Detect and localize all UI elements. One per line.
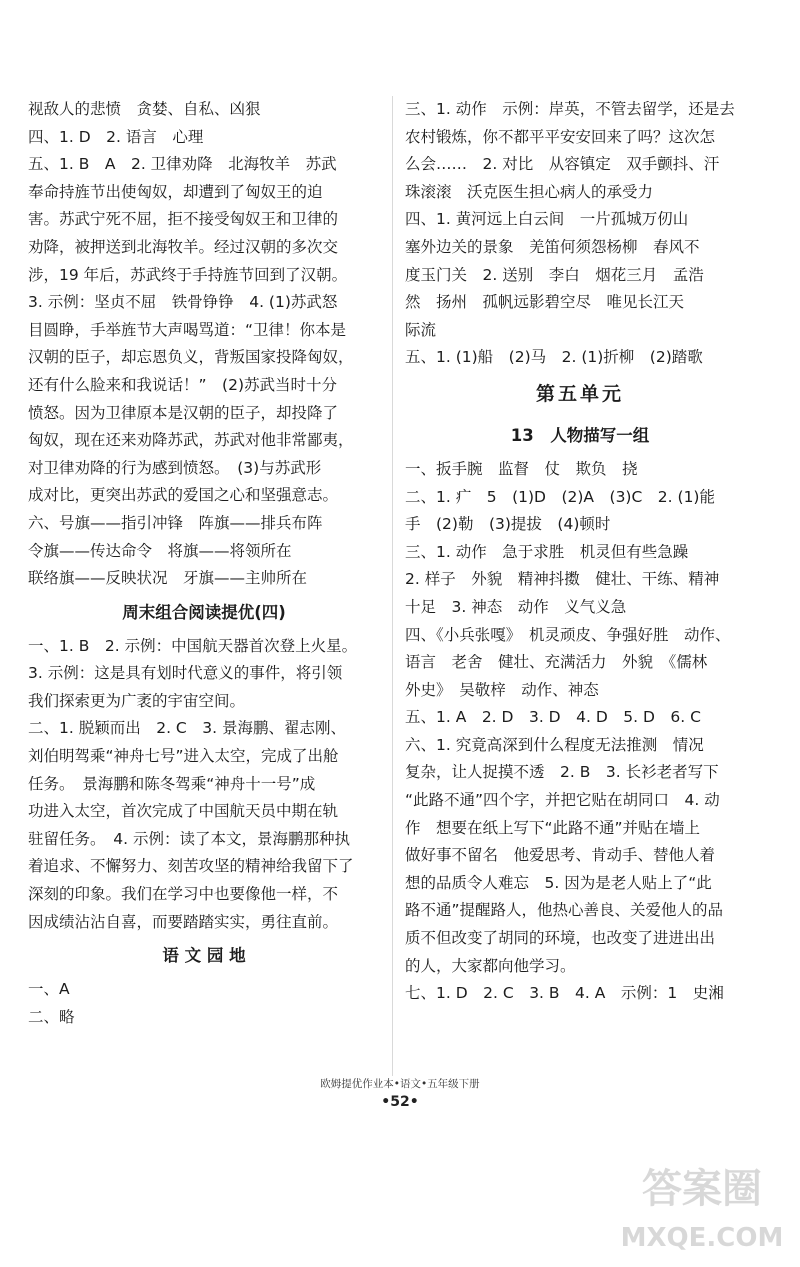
answer-line: 劝降，被押送到北海牧羊。经过汉朝的多次交 xyxy=(28,237,339,256)
section-heading: 语 文 园 地 xyxy=(162,946,246,966)
answer-line: 目圆睁，手举旌节大声喝骂道：“卫律！你本是 xyxy=(28,320,347,339)
answer-line: 做好事不留名 他爱思考、肯动手、替他人着 xyxy=(405,846,716,865)
answer-line: 二、略 xyxy=(28,1007,75,1026)
answer-line: 深刻的印象。我们在学习中也要像他一样，不 xyxy=(28,885,339,904)
answer-line: 五、1. A 2. D 3. D 4. D 5. D 6. C xyxy=(405,708,701,727)
watermark-logo xyxy=(612,1150,792,1260)
answer-line: 塞外边关的景象 羌笛何须怨杨柳 春风不 xyxy=(405,237,700,256)
answer-line: 因成绩沾沾自喜，而要踏踏实实，勇往直前。 xyxy=(28,912,339,931)
answer-line: 么会…… 2. 对比 从容镇定 双手颤抖、汗 xyxy=(405,155,720,174)
footer-book-title: 欧姆提优作业本•语文•五年级下册 xyxy=(320,1078,480,1090)
answer-line: 二、1. 疒 5 (1)D (2)A (3)C 2. (1)能 xyxy=(405,487,715,506)
answer-line: 农村锻炼，你不都平平安安回来了吗？这次怎 xyxy=(405,127,716,146)
answer-line: 对卫律劝降的行为感到愤怒。 (3)与苏武形 xyxy=(28,458,322,477)
answer-line: 十足 3. 神态 动作 义气义急 xyxy=(405,597,627,616)
answer-line: 汉朝的臣子，却忘恩负义，背叛国家投降匈奴， xyxy=(28,348,354,367)
answer-line: 联络旗——反映状况 牙旗——主帅所在 xyxy=(28,569,308,588)
answer-line: 奉命持旌节出使匈奴，却遭到了匈奴王的迫 xyxy=(28,182,323,201)
answer-line: 匈奴，现在还来劝降苏武，苏武对他非常鄙夷， xyxy=(28,431,354,450)
answer-line: 六、1. 究竟高深到什么程度无法推测 情况 xyxy=(405,735,704,754)
answer-line: 还有什么脸来和我说话！” (2)苏武当时十分 xyxy=(28,375,337,394)
answer-line: 成对比，更突出苏武的爱国之心和坚强意志。 xyxy=(28,486,339,505)
answer-line: 五、1. B A 2. 卫律劝降 北海牧羊 苏武 xyxy=(28,155,337,174)
answer-line: 想的品质令人难忘 5. 因为是老人贴上了“此 xyxy=(405,873,712,892)
answer-line: 三、1. 动作 示例：岸英，不管去留学，还是去 xyxy=(405,100,735,118)
answer-line: 的人，大家都向他学习。 xyxy=(405,956,576,975)
answer-line: 语言 老舍 健壮、充满活力 外貌 《儒林 xyxy=(405,653,708,672)
answer-line: 七、1. D 2. C 3. B 4. A 示例：1 史湘 xyxy=(405,984,724,1003)
column-divider xyxy=(392,96,393,1076)
answer-line: 愤怒。因为卫律原本是汉朝的臣子，却投降了 xyxy=(28,403,339,422)
section-heading: 周末组合阅读提优(四) xyxy=(122,602,286,622)
answer-line: 我们探索更为广袤的宇宙空间。 xyxy=(28,691,246,710)
answer-line: 度玉门关 2. 送别 李白 烟花三月 孟浩 xyxy=(405,265,704,284)
left-column xyxy=(28,96,380,1031)
watermark-line1: 答案圈 xyxy=(642,1166,762,1212)
answer-line: 四、1. D 2. 语言 心理 xyxy=(28,127,204,146)
answer-line: 路不通”提醒路人，他热心善良、关爱他人的品 xyxy=(405,901,724,920)
answer-line: 四、1. 黄河远上白云间 一片孤城万仞山 xyxy=(405,210,689,229)
answer-line: 复杂，让人捉摸不透 2. B 3. 长衫老者写下 xyxy=(405,763,719,782)
answer-line: 然 扬州 孤帆远影碧空尽 唯见长江天 xyxy=(405,293,685,312)
answer-line: 涉，19 年后，苏武终于手持旌节回到了汉朝。 xyxy=(28,265,348,284)
answer-line: 一、扳手腕 监督 仗 欺负 挠 xyxy=(405,459,638,478)
answer-line: 2. 样子 外貌 精神抖擞 健壮、干练、精神 xyxy=(405,570,720,589)
answer-line: “此路不通”四个字，并把它贴在胡同口 4. 动 xyxy=(405,791,720,810)
answer-line: 功进入太空，首次完成了中国航天员中期在轨 xyxy=(28,802,339,821)
answer-line: 视敌人的悲愤 贪婪、自私、凶狠 xyxy=(28,100,261,118)
answer-line: 外史》 吴敬梓 动作、神态 xyxy=(405,680,599,699)
answer-line: 际流 xyxy=(405,320,437,339)
answer-line: 六、号旗——指引冲锋 阵旗——排兵布阵 xyxy=(28,513,323,532)
section-heading: 13 人物描写一组 xyxy=(510,425,650,445)
answer-line: 作 想要在纸上写下“此路不通”并贴在墙上 xyxy=(405,818,701,837)
answer-line: 二、1. 脱颖而出 2. C 3. 景海鹏、翟志刚、 xyxy=(28,719,346,738)
watermark-line2: MXQE.COM xyxy=(620,1223,784,1253)
answer-line: 驻留任务。 4. 示例：读了本文，景海鹏那种执 xyxy=(28,829,350,848)
unit-heading: 第五单元 xyxy=(535,382,624,405)
answer-line: 害。苏武宁死不屈，拒不接受匈奴王和卫律的 xyxy=(28,210,339,229)
answer-line: 着追求、不懈努力、刻苦攻坚的精神给我留下了 xyxy=(28,857,354,876)
answer-line: 一、1. B 2. 示例：中国航天器首次登上火星。 xyxy=(28,636,358,655)
answer-line: 3. 示例：坚贞不屈 铁骨铮铮 4. (1)苏武怒 xyxy=(28,293,338,312)
answer-line: 令旗——传达命令 将旗——将领所在 xyxy=(28,541,292,560)
answer-line: 刘伯明驾乘“神舟七号”进入太空，完成了出舱 xyxy=(28,747,339,766)
answer-line: 任务。 景海鹏和陈冬驾乘“神舟十一号”成 xyxy=(28,774,316,793)
answer-line: 五、1. (1)船 (2)马 2. (1)折柳 (2)踏歌 xyxy=(405,348,703,367)
answer-line: 三、1. 动作 急于求胜 机灵但有些急躁 xyxy=(405,542,689,561)
answer-line: 3. 示例：这是具有划时代意义的事件，将引领 xyxy=(28,664,343,683)
answer-line: 质不但改变了胡同的环境，也改变了进进出出 xyxy=(405,929,716,948)
answer-line: 手 (2)勒 (3)提拔 (4)顿时 xyxy=(405,515,611,534)
answer-line: 一、A xyxy=(28,980,70,999)
answer-line: 四、《小兵张嘎》 机灵顽皮、争强好胜 动作、 xyxy=(405,625,731,644)
answer-line: 珠滚滚 沃克医生担心病人的承受力 xyxy=(405,182,654,201)
page-number: •52• xyxy=(381,1094,419,1110)
right-column xyxy=(405,96,755,1008)
